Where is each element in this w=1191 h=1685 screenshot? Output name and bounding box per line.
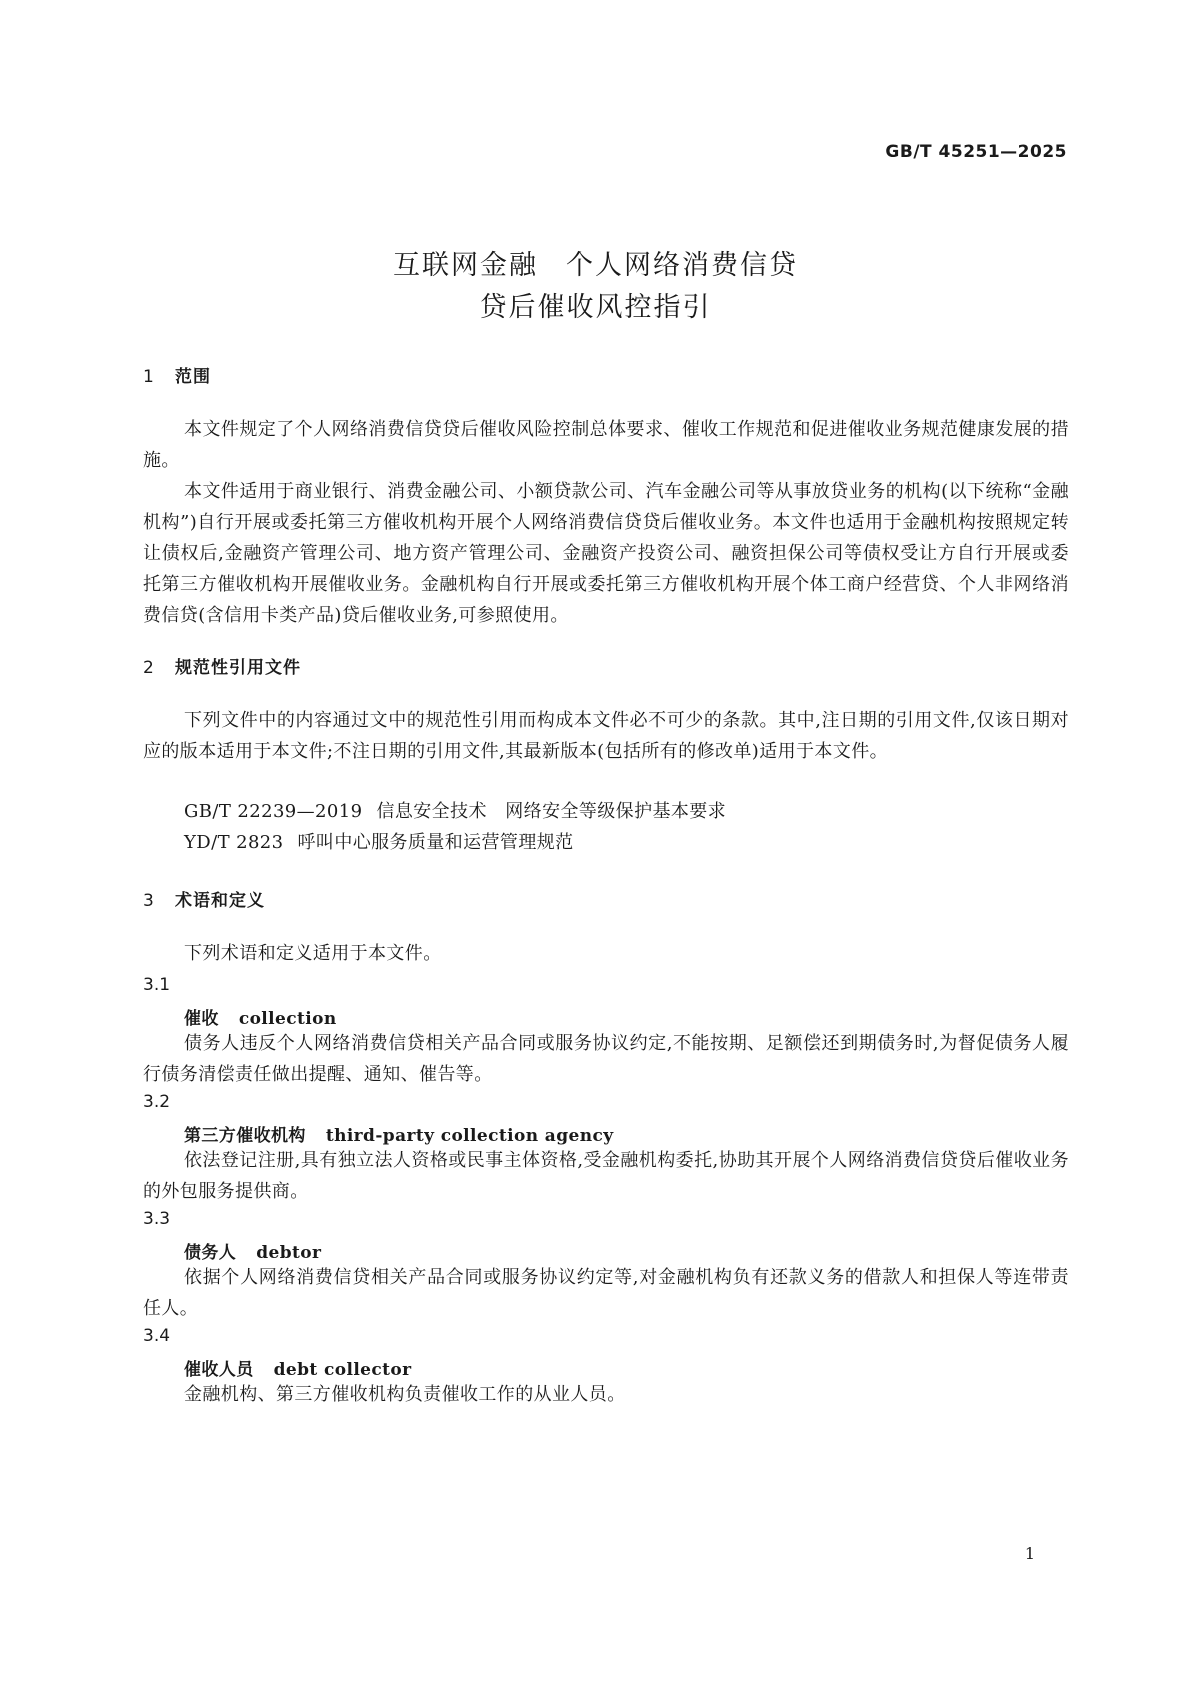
term-number: 3.3 xyxy=(143,1209,171,1229)
term-definition: 债务人违反个人网络消费信贷相关产品合同或服务协议约定,不能按期、足额偿还到期债务时,为督促债务人履行债务清偿责任做出提醒、通知、催告等。 xyxy=(143,1033,1069,1085)
page-number: 1 xyxy=(1024,1544,1035,1563)
term-zh: 催收 xyxy=(184,1009,219,1029)
title-part-b: 个人网络消费信贷 xyxy=(566,250,798,281)
term-title xyxy=(184,1238,321,1263)
term-title xyxy=(184,1004,337,1029)
document-title-line-2: 贷后催收风控指引 xyxy=(479,292,712,323)
section-number: 3 xyxy=(143,891,155,911)
standard-code: GB/T 45251—2025 xyxy=(885,142,1067,162)
reference-title: 呼叫中心服务质量和运营管理规范 xyxy=(297,832,574,853)
reference-title: 信息安全技术 网络安全等级保护基本要求 xyxy=(376,801,727,822)
term-en: debt collector xyxy=(273,1360,412,1380)
term-en: third-party collection agency xyxy=(325,1126,614,1146)
term-number: 3.2 xyxy=(143,1092,171,1112)
term-zh: 催收人员 xyxy=(184,1360,254,1380)
term-title xyxy=(184,1121,614,1146)
reference-code: YD/T 2823 xyxy=(184,832,284,853)
section-number: 2 xyxy=(143,658,155,678)
title-part-a: 互联网金融 xyxy=(393,250,538,281)
section-title: 范围 xyxy=(175,367,211,387)
term-number: 3.1 xyxy=(143,975,171,995)
section-number: 1 xyxy=(143,367,155,387)
term-zh: 债务人 xyxy=(184,1243,237,1263)
section-3-heading xyxy=(143,886,265,911)
document-title-line-1 xyxy=(0,243,1191,282)
term-definition: 金融机构、第三方催收机构负责催收工作的从业人员。 xyxy=(184,1384,626,1405)
normative-reference xyxy=(184,828,574,854)
term-en: debtor xyxy=(256,1243,322,1263)
term-zh: 第三方催收机构 xyxy=(184,1126,306,1146)
section-1-paragraph-1: 本文件规定了个人网络消费信贷贷后催收风险控制总体要求、催收工作规范和促进催收业务规范健康发展的措施。 xyxy=(143,419,1069,471)
term-en: collection xyxy=(238,1009,337,1029)
section-2-paragraph-1: 下列文件中的内容通过文中的规范性引用而构成本文件必不可少的条款。其中,注日期的引用文件,仅该日期对应的版本适用于本文件;不注日期的引用文件,其最新版本(包括所有的修改单)适用于本文件。 xyxy=(143,710,1069,762)
term-number: 3.4 xyxy=(143,1326,171,1346)
section-2-heading xyxy=(143,653,301,678)
section-1-heading xyxy=(143,362,211,387)
section-1-paragraph-2: 本文件适用于商业银行、消费金融公司、小额贷款公司、汽车金融公司等从事放贷业务的机构(以下统称“金融机构”)自行开展或委托第三方催收机构开展个人网络消费信贷贷后催收业务。本文件也适用于金融机构按照规定转让债权后,金融资产管理公司、地方资产管理公司、金融资产投资公司、融资担保公司等债权受让方自行开展或委托第三方催收机构开展催收业务。金融机构自行开展或委托第三方催收机构开展个体工商户经营贷、个人非网络消费信贷(含信用卡类产品)贷后催收业务,可参照使用。 xyxy=(143,481,1069,626)
section-title: 规范性引用文件 xyxy=(175,658,301,678)
term-definition: 依法登记注册,具有独立法人资格或民事主体资格,受金融机构委托,协助其开展个人网络消费信贷贷后催收业务的外包服务提供商。 xyxy=(143,1150,1069,1202)
section-title: 术语和定义 xyxy=(175,891,265,911)
reference-code: GB/T 22239—2019 xyxy=(184,801,363,822)
section-3-paragraph-1: 下列术语和定义适用于本文件。 xyxy=(184,943,442,964)
normative-reference xyxy=(184,797,726,823)
term-title xyxy=(184,1355,412,1380)
term-definition: 依据个人网络消费信贷相关产品合同或服务协议约定等,对金融机构负有还款义务的借款人和担保人等连带责任人。 xyxy=(143,1267,1069,1319)
